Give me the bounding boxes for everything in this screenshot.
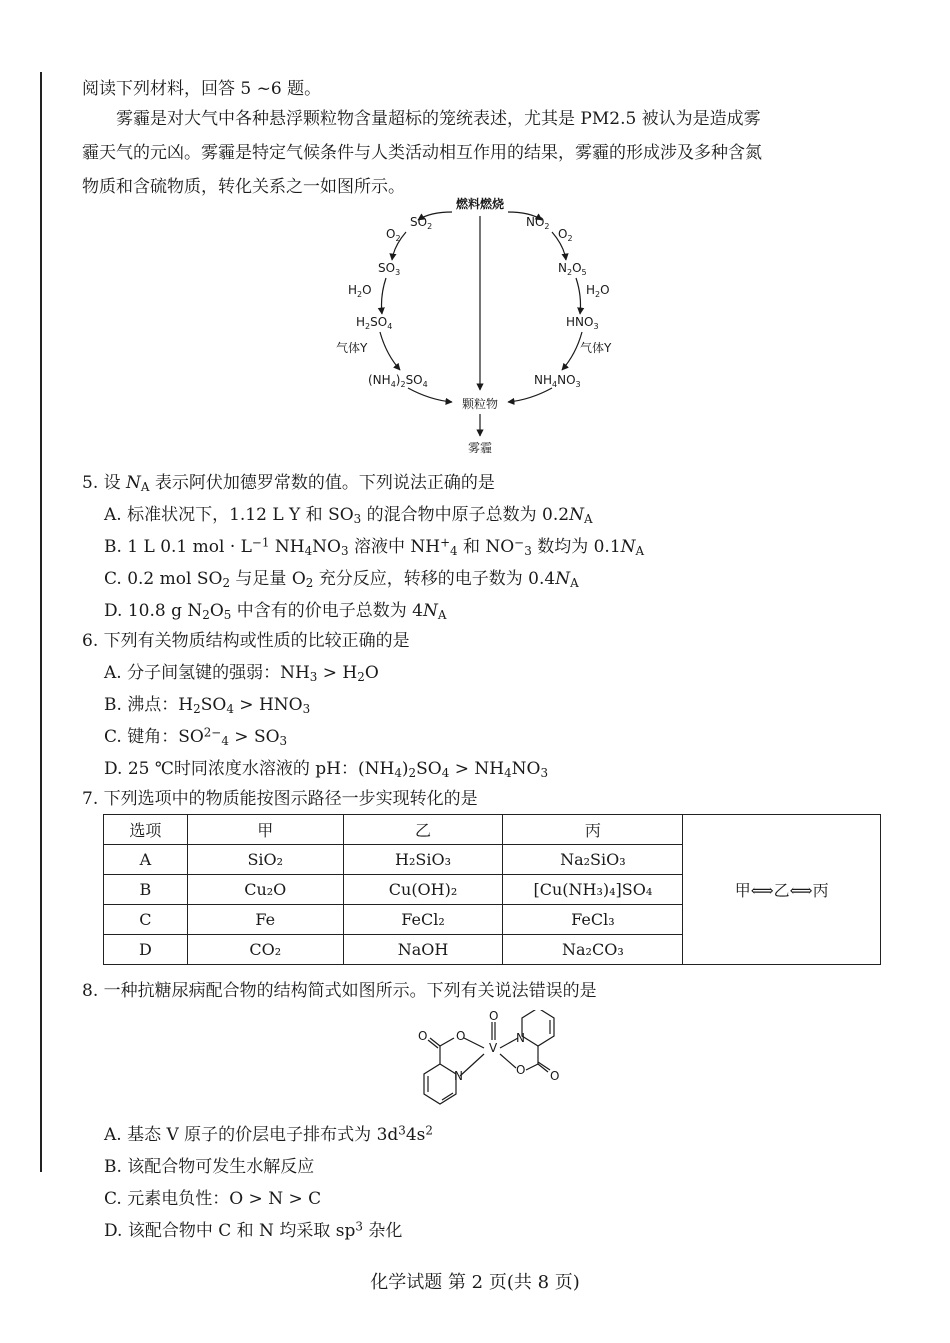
q8-stem: 8. 一种抗糖尿病配合物的结构简式如图所示。下列有关说法错误的是 bbox=[82, 981, 597, 1001]
q6-stem: 6. 下列有关物质结构或性质的比较正确的是 bbox=[82, 631, 410, 651]
cell-bing: FeCl₃ bbox=[503, 905, 683, 935]
q7-stem: 7. 下列选项中的物质能按图示路径一步实现转化的是 bbox=[82, 789, 478, 809]
q6-c-text: C. 键角：SO bbox=[104, 727, 204, 747]
conversion-diagram bbox=[330, 190, 630, 460]
q8-d-post: 杂化 bbox=[362, 1221, 403, 1241]
cell-jia: Fe bbox=[187, 905, 343, 935]
o2-right-label: $O_2$ bbox=[558, 227, 573, 243]
q5-a-pre: A. 标准状况下，1.12 L Y 和 SO bbox=[104, 505, 354, 525]
passage-line-3: 物质和含硫物质，转化关系之一如图所示。 bbox=[82, 177, 405, 197]
q5-stem-post: 表示阿伏加德罗常数的值。下列说法正确的是 bbox=[149, 473, 495, 493]
table-header-row bbox=[104, 815, 881, 845]
passage-line-1: 雾霾是对大气中各种悬浮颗粒物含量超标的笼统表述，尤其是 PM2.5 被认为是造成雾 bbox=[116, 109, 761, 129]
smog-label: 雾霾 bbox=[467, 441, 493, 455]
cell-jia: SiO₂ bbox=[187, 845, 343, 875]
material-passage bbox=[82, 102, 882, 204]
binding-margin-line bbox=[40, 72, 42, 1172]
q8-option-b[interactable]: B. 该配合物可发生水解反应 bbox=[104, 1157, 315, 1177]
q5-b-pre: B. 1 L 0.1 mol · L bbox=[104, 537, 252, 557]
q5-a-post: 的混合物中原子总数为 0.2 bbox=[361, 505, 570, 525]
q8-option-d[interactable]: D. 该配合物中 C 和 N 均采取 $sp^3$ 杂化 bbox=[104, 1219, 403, 1241]
so3-label: $SO_3$ bbox=[378, 261, 401, 277]
n-left-label: N bbox=[454, 1069, 463, 1083]
q6-b-text: B. 沸点：H bbox=[104, 695, 194, 715]
q8-a-mid: 4s bbox=[405, 1125, 426, 1145]
q5-b-mid2: NO bbox=[312, 537, 341, 557]
page-footer: 化学试题 第 2 页(共 8 页) bbox=[370, 1272, 580, 1293]
q5-d-pre: D. 10.8 g N bbox=[104, 601, 203, 621]
cell-bing: Na₂CO₃ bbox=[503, 935, 683, 965]
o-right-label: O bbox=[516, 1063, 526, 1077]
q5-c-post: 充分反应，转移的电子数为 0.4 bbox=[313, 569, 556, 589]
particle-label: 颗粒物 bbox=[461, 397, 499, 411]
cell-bing: [Cu(NH₃)₄]SO₄ bbox=[503, 875, 683, 905]
cell-label: A bbox=[104, 845, 188, 875]
complex-structure bbox=[400, 1010, 580, 1115]
cell-bing: Na₂SiO₃ bbox=[503, 845, 683, 875]
q8-d-pre: D. 该配合物中 C 和 N 均采取 sp bbox=[104, 1221, 356, 1241]
q5-b-mid: NH bbox=[269, 537, 305, 557]
q7-options-table bbox=[103, 814, 881, 965]
o2-left-label: $O_2$ bbox=[386, 227, 401, 243]
q6-option-b[interactable]: B. 沸点：$H_2SO_4 > HNO_3$ bbox=[104, 695, 311, 716]
q8-option-a[interactable]: A. 基态 V 原子的价层电子排布式为 $3d^34s^2$ bbox=[104, 1123, 433, 1145]
conversion-path: 甲⟺乙⟺丙 bbox=[683, 815, 881, 965]
oxo-o-label: O bbox=[489, 1010, 499, 1023]
cell-yi: FeCl₂ bbox=[343, 905, 503, 935]
q5-d-post: 中含有的价电子总数为 4 bbox=[231, 601, 423, 621]
o-carbonyl-right-label: O bbox=[550, 1069, 560, 1083]
gas-y-left-label: 气体Y bbox=[336, 341, 368, 355]
o-carbonyl-left-label: O bbox=[418, 1029, 428, 1043]
vanadium-label: V bbox=[489, 1041, 498, 1055]
fuel-burning-label: 燃料燃烧 bbox=[455, 197, 505, 211]
nh4-2so4-label: $(NH_4)_2SO_4$ bbox=[368, 373, 428, 389]
q5-c-mid: 与足量 O bbox=[230, 569, 306, 589]
reading-instruction: 阅读下列材料，回答 5 ~6 题。 bbox=[82, 79, 322, 99]
q5-b-post: 数均为 0.1 bbox=[531, 537, 621, 557]
passage-line-2: 霾天气的元凶。雾霾是特定气候条件与人类活动相互作用的结果，雾霾的形成涉及多种含氮 bbox=[82, 143, 762, 163]
header-bing: 丙 bbox=[503, 815, 683, 845]
cell-label: C bbox=[104, 905, 188, 935]
header-yi: 乙 bbox=[343, 815, 503, 845]
n-right-label: N bbox=[516, 1031, 525, 1045]
q5-option-d[interactable]: D. 10.8 g $N_2O_5$ 中含有的价电子总数为 $4N_A$ bbox=[104, 601, 447, 622]
header-jia: 甲 bbox=[187, 815, 343, 845]
cell-yi: H₂SiO₃ bbox=[343, 845, 503, 875]
q5-c-pre: C. 0.2 mol SO bbox=[104, 569, 223, 589]
complex-structure-svg bbox=[400, 1010, 580, 1115]
q8-option-c[interactable]: C. 元素电负性：O > N > C bbox=[104, 1189, 322, 1209]
cell-yi: Cu(OH)₂ bbox=[343, 875, 503, 905]
h2o-left-label: $H_2O$ bbox=[348, 283, 372, 299]
q5-stem: 5. 设 $N_A$ 表示阿伏加德罗常数的值。下列说法正确的是 bbox=[82, 473, 495, 494]
cell-jia: Cu₂O bbox=[187, 875, 343, 905]
so2-label: $SO_2$ bbox=[410, 215, 433, 231]
nh4no3-label: $NH_4NO_3$ bbox=[534, 373, 581, 389]
q5-b-mid4: 和 NO bbox=[457, 537, 515, 557]
n2o5-label: $N_2O_5$ bbox=[558, 261, 587, 277]
q5-b-mid3: 溶液中 NH bbox=[348, 537, 441, 557]
o-left-label: O bbox=[456, 1029, 466, 1043]
q6-a-text: A. 分子间氢键的强弱：NH bbox=[104, 663, 310, 683]
q6-d-text: D. 25 ℃时同浓度水溶液的 pH：(NH bbox=[104, 759, 395, 779]
q8-a-pre: A. 基态 V 原子的价层电子排布式为 3d bbox=[104, 1125, 399, 1145]
q6-option-c[interactable]: C. 键角：$SO^{2-}_4 > SO_3$ bbox=[104, 725, 288, 748]
header-option: 选项 bbox=[104, 815, 188, 845]
q5-d-mid: O bbox=[209, 601, 224, 621]
q6-option-a[interactable]: A. 分子间氢键的强弱：$NH_3 > H_2O$ bbox=[104, 663, 379, 684]
cell-label: B bbox=[104, 875, 188, 905]
q5-option-b[interactable]: B. 1 L 0.1 mol · $L^{-1}$ $NH_4NO_3$ 溶液中 $NH^+_4$ 和 $NO^-_3$ 数均为 $0.1N_A$ bbox=[104, 535, 645, 558]
hno3-label: $HNO_3$ bbox=[566, 315, 599, 331]
q5-stem-pre: 5. 设 bbox=[82, 473, 127, 493]
cell-yi: NaOH bbox=[343, 935, 503, 965]
h2o-right-label: $H_2O$ bbox=[586, 283, 610, 299]
no2-label: $NO_2$ bbox=[526, 215, 550, 231]
gas-y-right-label: 气体Y bbox=[580, 341, 612, 355]
cell-jia: CO₂ bbox=[187, 935, 343, 965]
q6-option-d[interactable]: D. 25 ℃时同浓度水溶液的 pH：$(NH_4)_2SO_4 > NH_4NO_3$ bbox=[104, 759, 549, 780]
conversion-diagram-svg bbox=[330, 190, 630, 460]
q5-option-a[interactable]: A. 标准状况下，1.12 L Y 和 $SO_3$ 的混合物中原子总数为 $0.2N_A$ bbox=[104, 505, 593, 526]
h2so4-label: $H_2SO_4$ bbox=[356, 315, 393, 331]
q5-option-c[interactable]: C. 0.2 mol $SO_2$ 与足量 $O_2$ 充分反应，转移的电子数为 $0.4N_A$ bbox=[104, 569, 579, 590]
cell-label: D bbox=[104, 935, 188, 965]
